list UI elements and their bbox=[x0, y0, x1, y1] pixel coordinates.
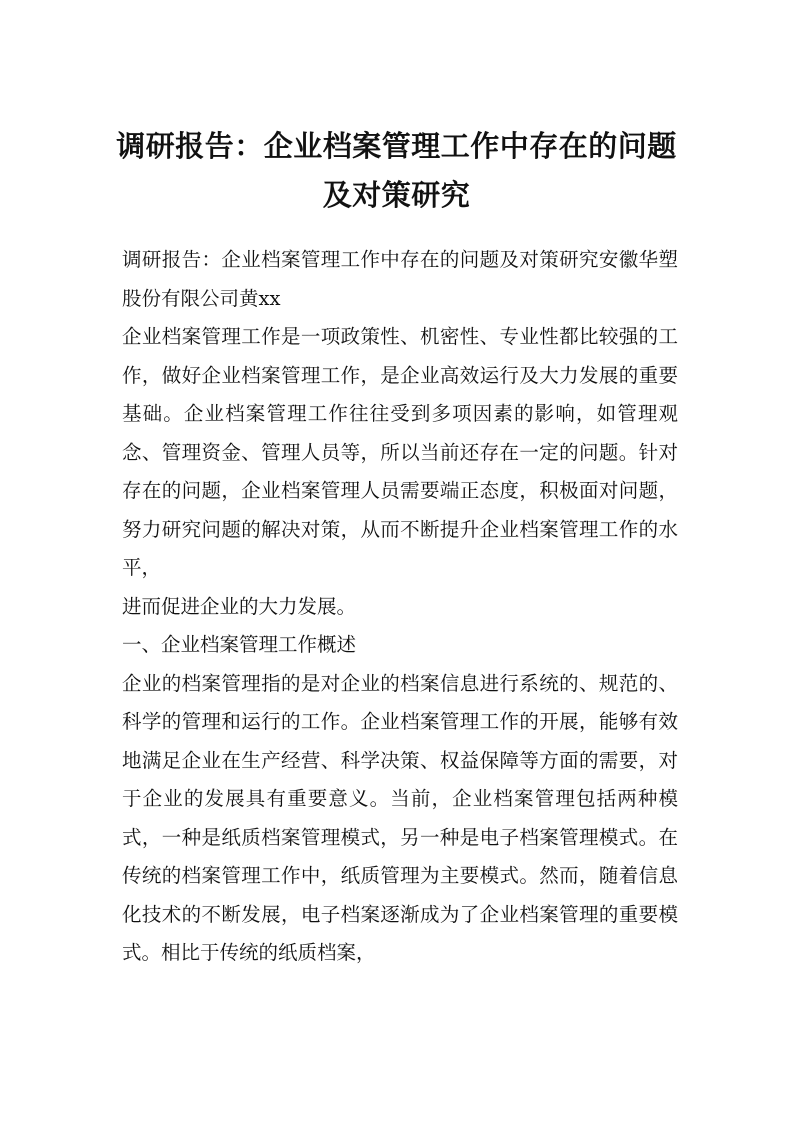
document-title-line-1: 调研报告：企业档案管理工作中存在的问题 bbox=[116, 129, 677, 163]
paragraph-intro: 企业档案管理工作是一项政策性、机密性、专业性都比较强的工作，做好企业档案管理工作，是企业高效运行及大力发展的重要基础。企业档案管理工作往往受到多项因素的影响，如管理观念、管理资金、管理人员等，所以当前还存在一定的问题。针对存在的问题，企业档案管理人员需要端正态度，积极面对问题，努力研究问题的解决对策，从而不断提升企业档案管理工作的水平， bbox=[122, 325, 678, 579]
paragraph-intro-continued: 进而促进企业的大力发展。 bbox=[122, 594, 357, 618]
document-body bbox=[122, 241, 678, 973]
section-heading-overview: 一、企业档案管理工作概述 bbox=[122, 633, 357, 656]
document-title-line-2: 及对策研究 bbox=[322, 178, 471, 212]
paragraph-overview: 企业的档案管理指的是对企业的档案信息进行系统的、规范的、科学的管理和运行的工作。企业档案管理工作的开展，能够有效地满足企业在生产经营、科学决策、权益保障等方面的需要，对于企业的发展具有重要意义。当前，企业档案管理包括两种模式，一种是纸质档案管理模式，另一种是电子档案管理模式。在传统的档案管理工作中，纸质管理为主要模式。然而，随着信息化技术的不断发展，电子档案逐渐成为了企业档案管理的重要模式。相比于传统的纸质档案， bbox=[122, 671, 678, 964]
paragraph-author-line: 调研报告：企业档案管理工作中存在的问题及对策研究安徽华塑股份有限公司黄xx bbox=[122, 248, 678, 310]
